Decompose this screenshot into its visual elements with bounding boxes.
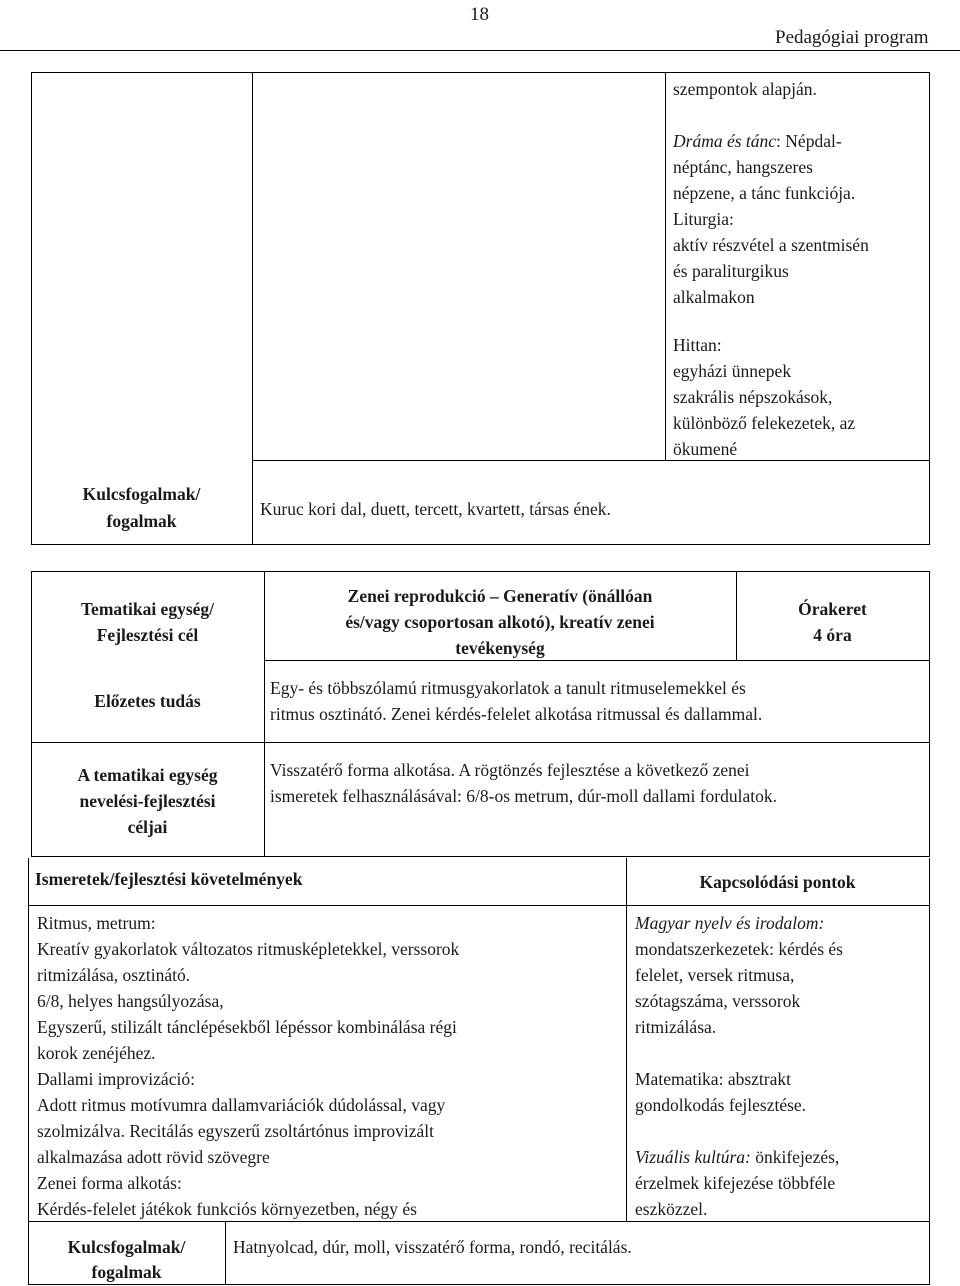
drama-rest: : Népdal- [776,131,842,151]
kapcs-magyar-line: mondatszerkezetek: kérdés és [635,939,843,959]
drama-heading [673,128,842,154]
kapcs-matek-line: Matematika: absztrakt [635,1069,791,1089]
hittan-line: egyházi ünnepek [673,361,792,381]
kapcs-vizualis-line: eszközzel. [635,1199,708,1219]
kulcsfogalmak-label: fogalmak [106,511,177,531]
liturgia-line: és paraliturgikus [673,261,789,281]
hittan-line: különböző felekezetek, az [673,413,856,433]
kapcs-magyar-line: felelet, versek ritmusa, [635,965,795,985]
kapcs-magyar-line: szótagszáma, verssorok [635,991,801,1011]
kulcsfogalmak-label: Kulcsfogalmak/ [82,484,201,504]
celok-label: nevelési-fejlesztési [79,791,216,811]
kapcs-magyar-line: ritmizálása. [635,1017,717,1037]
header-rule [0,50,960,51]
liturgia-line: aktív részvétel a szentmisén [673,235,869,255]
kapcs-matek-line: gondolkodás fejlesztése. [635,1095,807,1115]
ismeretek-line: Kreatív gyakorlatok változatos ritmusképletekkel, verssorok [37,939,460,959]
kapcs-vizualis-heading [635,1144,839,1170]
ismeretek-line: Kérdés-felelet játékok funkciós környezetben, négy és [37,1199,417,1219]
kapcs-vizualis-rest: önkifejezés, [750,1147,840,1167]
hittan-line: ökumené [673,439,738,459]
unit-title: tevékenység [455,638,545,658]
ismeretek-line: Egyszerű, stilizált tánclépésekből lépéssor kombinálása régi [37,1017,457,1037]
ismeretek-line: korok zenéjéhez. [37,1043,156,1063]
liturgia-line: alkalmakon [673,287,755,307]
unit-title: és/vagy csoportosan alkotó), kreatív zenei [345,612,655,632]
kulcsfogalmak-label-bottom: Kulcsfogalmak/ [67,1237,186,1257]
orakeret-value: 4 óra [813,625,852,645]
tematikai-label: Fejlesztési cél [96,625,199,645]
drama-line: népzene, a tánc funkciója. [673,183,856,203]
ismeretek-line: Ritmus, metrum: [37,913,156,933]
page-header-title: Pedagógiai program [775,27,929,48]
col-header-ismeretek: Ismeretek/fejlesztési követelmények [35,869,303,889]
ismeretek-line: alkalmazása adott rövid szövegre [37,1147,270,1167]
celok-label: céljai [127,817,168,837]
hittan-line: Hittan: [673,335,722,355]
drama-label: Dráma és tánc [673,131,777,151]
celok-label: A tematikai egység [77,765,218,785]
ismeretek-line: ritmizálása, osztinátó. [37,965,191,985]
kulcsfogalmak-label-bottom: fogalmak [91,1262,162,1282]
kapcs-vizualis-line: érzelmek kifejezése többféle [635,1173,836,1193]
col-header-kapcsolodasi: Kapcsolódási pontok [699,872,856,892]
hittan-line: szakrális népszokások, [673,387,833,407]
elozetes-label: Előzetes tudás [94,691,201,711]
drama-line: néptánc, hangszeres [673,157,813,177]
kapcs-vizualis-title: Vizuális kultúra: [635,1147,751,1167]
page-number: 18 [470,4,489,25]
liturgia-line: Liturgia: [673,209,734,229]
elozetes-text: Egy- és többszólamú ritmusgyakorlatok a tanult ritmuselemekkel és [270,678,746,698]
ismeretek-line: Dallami improvizáció: [37,1069,195,1089]
celok-text: Visszatérő forma alkotása. A rögtönzés fejlesztése a következő zenei [270,760,750,780]
celok-text: ismeretek felhasználásával: 6/8-os metrum, dúr-moll dallami fordulatok. [270,786,777,806]
right-cell-line: szempontok alapján. [673,79,817,99]
tematikai-label: Tematikai egység/ [80,599,215,619]
ismeretek-line: 6/8, helyes hangsúlyozása, [37,991,224,1011]
orakeret-label: Órakeret [798,599,867,619]
kulcsfogalmak-value-bottom: Hatnyolcad, dúr, moll, visszatérő forma, rondó, recitálás. [233,1237,632,1257]
ismeretek-line: Zenei forma alkotás: [37,1173,182,1193]
unit-title: Zenei reprodukció – Generatív (önállóan [347,586,653,606]
ismeretek-line: Adott ritmus motívumra dallamvariációk dúdolással, vagy [37,1095,446,1115]
kulcsfogalmak-value: Kuruc kori dal, duett, tercett, kvartett, társas ének. [260,499,611,519]
elozetes-text: ritmus osztinátó. Zenei kérdés-felelet alkotása ritmussal és dallammal. [270,704,763,724]
kapcs-magyar-title: Magyar nyelv és irodalom: [635,913,825,933]
ismeretek-line: szolmizálva. Recitálás egyszerű zsoltártónus improvizált [37,1121,435,1141]
